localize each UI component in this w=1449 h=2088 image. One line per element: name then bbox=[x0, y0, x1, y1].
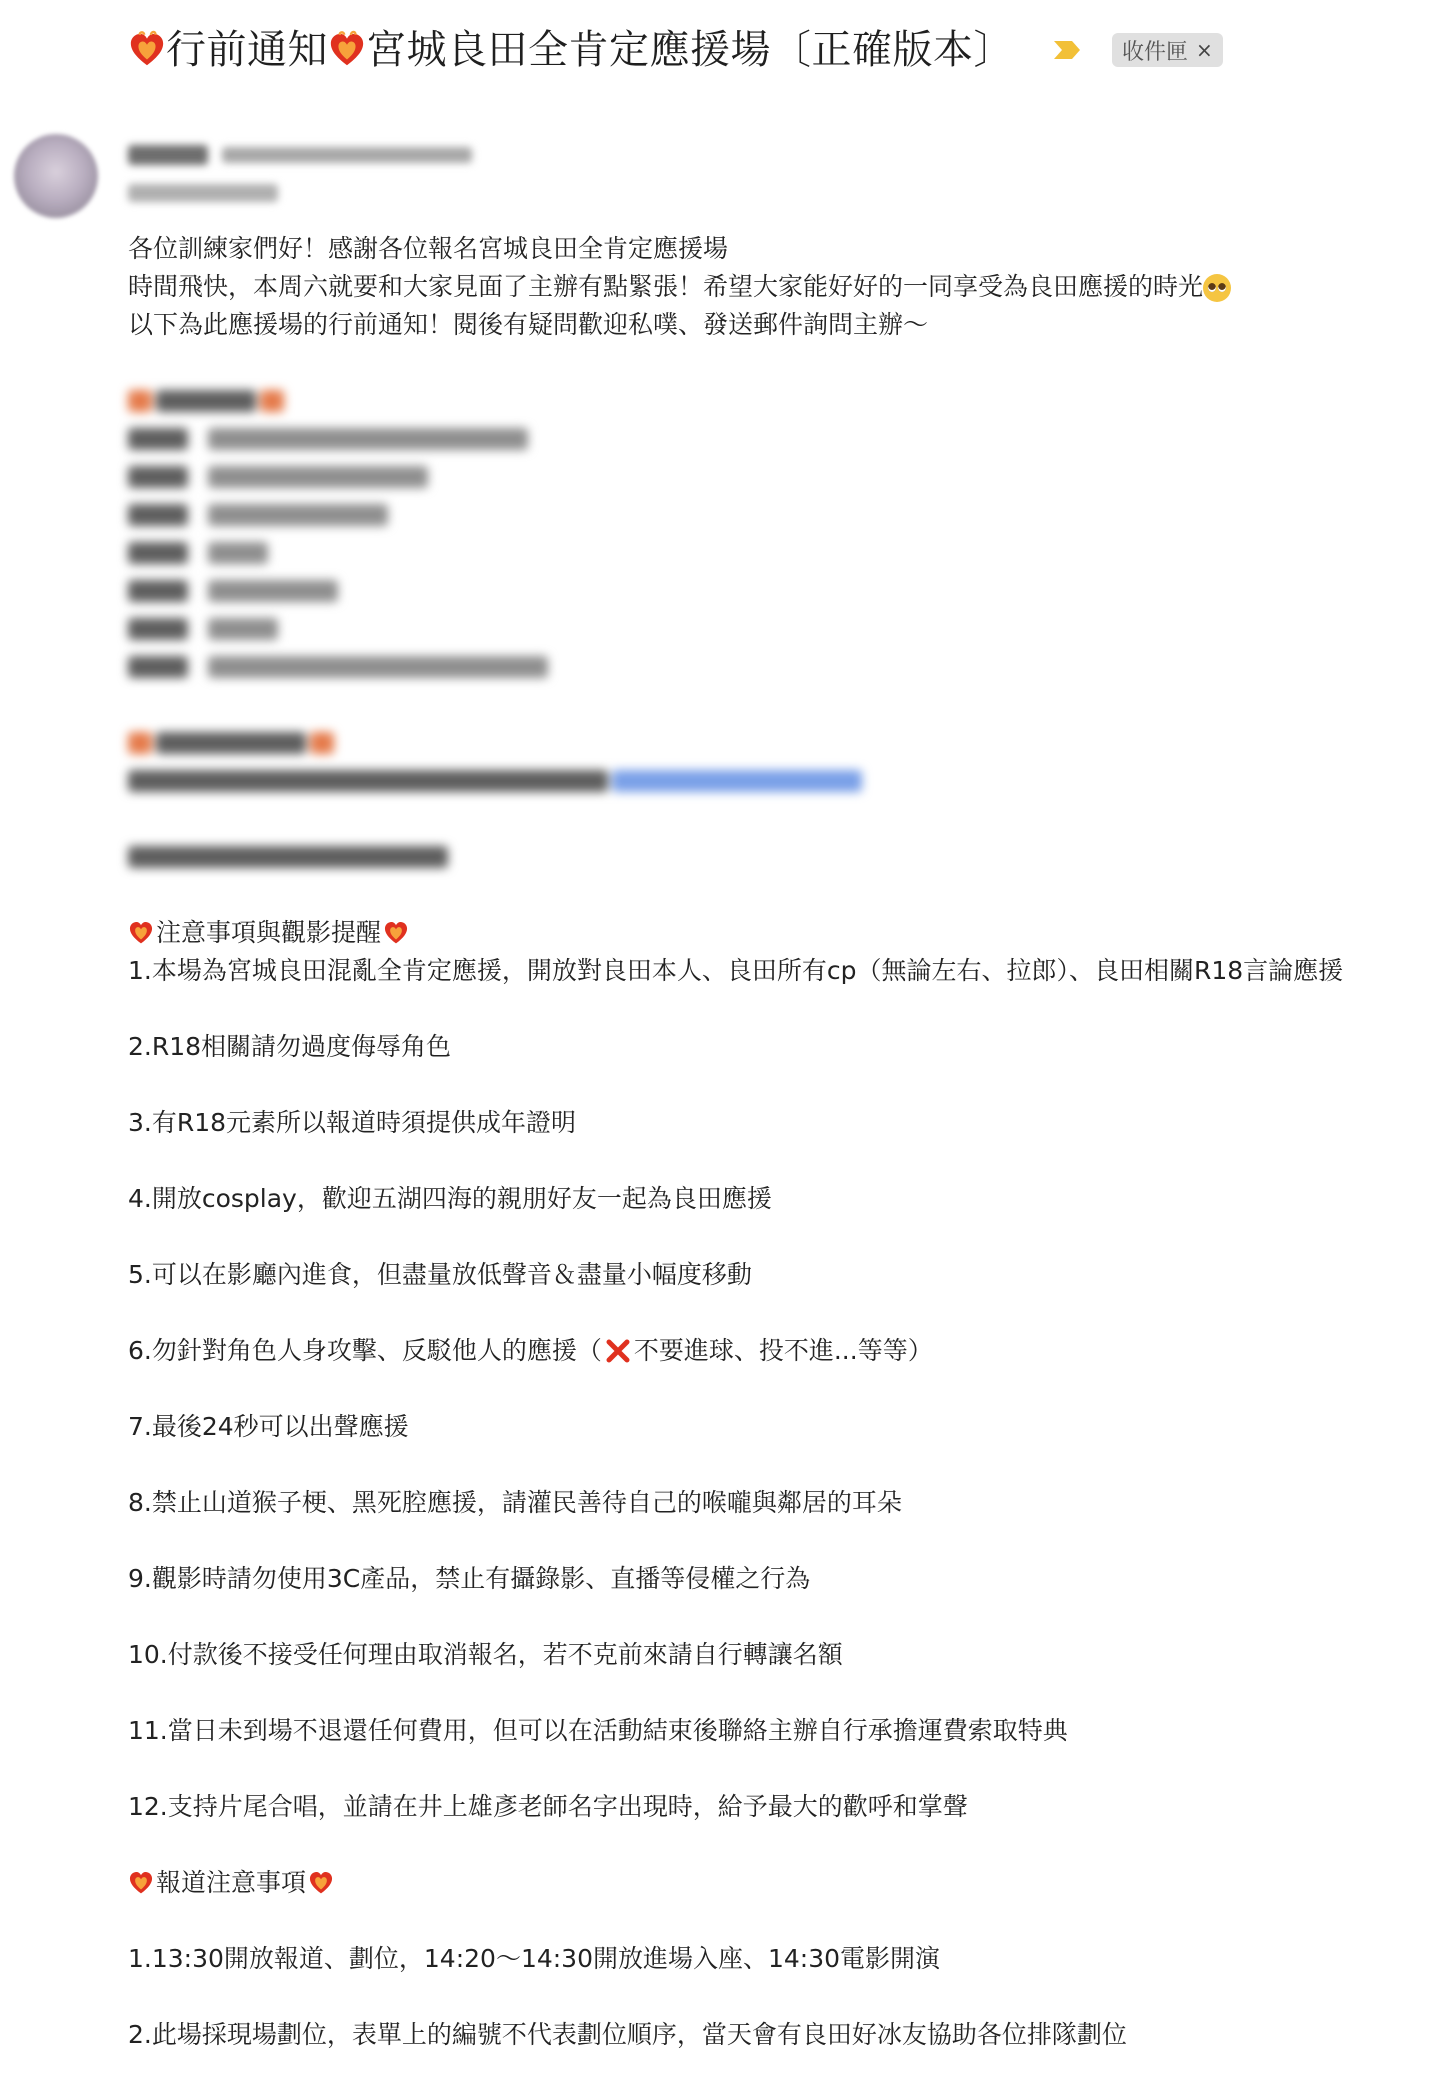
email-subject bbox=[128, 22, 1014, 78]
inbox-label-text: 收件匣 bbox=[1122, 39, 1189, 65]
importance-marker-icon[interactable] bbox=[1052, 39, 1082, 61]
cross-mark-icon bbox=[604, 1337, 632, 1365]
checkin-item: 1.13:30開放報道、劃位，14:20～14:30開放進場入座、14:30電影開演 bbox=[128, 1944, 941, 1973]
rule-item: 2.R18相關請勿過度侮辱角色 bbox=[128, 1032, 452, 1061]
intro-line: 各位訓練家們好！感謝各位報名宮城良田全肯定應援場 bbox=[128, 234, 729, 263]
checkin-heading-text: 報道注意事項 bbox=[156, 1868, 307, 1897]
intro-paragraph bbox=[128, 230, 1429, 344]
email-body bbox=[128, 230, 1429, 2054]
remove-label-button[interactable]: × bbox=[1196, 38, 1213, 62]
burning-heart-icon bbox=[128, 30, 166, 70]
burning-heart-icon bbox=[383, 919, 409, 947]
rule-item: 3.有R18元素所以報道時須提供成年證明 bbox=[128, 1108, 577, 1137]
notes-section-heading bbox=[128, 914, 1429, 952]
inbox-label-chip[interactable] bbox=[1112, 33, 1223, 67]
rule-item: 1.本場為宮城良田混亂全肯定應援，開放對良田本人、良田所有cp（無論左右、拉郎）、良田相關R18言論應援 bbox=[128, 956, 1344, 985]
sender-info-redacted bbox=[128, 144, 488, 166]
subject-text-2: 宮城良田全肯定應援場〔正確版本〕 bbox=[366, 27, 1014, 73]
rule-item: 6.勿針對角色人身攻擊、反駁他人的應援（ 不要進球、投不進...等等） bbox=[128, 1336, 933, 1365]
subject-row bbox=[128, 18, 1409, 82]
rule-item: 11.當日未到場不退還任何費用，但可以在活動結束後聯絡主辦自行承擔運費索取特典 bbox=[128, 1716, 1068, 1745]
checkin-section-heading bbox=[128, 1864, 1429, 1902]
rule-item: 8.禁止山道猴子梗、黑死腔應援，請灌民善待自己的喉嚨與鄰居的耳朵 bbox=[128, 1488, 902, 1517]
rule-item: 5.可以在影廳內進食，但盡量放低聲音＆盡量小幅度移動 bbox=[128, 1260, 752, 1289]
burning-heart-icon bbox=[128, 1869, 154, 1897]
intro-line: 以下為此應援場的行前通知！閱後有疑問歡迎私噗、發送郵件詢問主辦～ bbox=[128, 310, 929, 339]
notes-heading-text: 注意事項與觀影提醒 bbox=[156, 918, 382, 947]
organizer-contact-redacted bbox=[128, 724, 1429, 876]
rule-item: 9.觀影時請勿使用3C產品，禁止有攝錄影、直播等侵權之行為 bbox=[128, 1564, 811, 1593]
pleading-face-icon bbox=[1203, 274, 1231, 302]
event-info-redacted bbox=[128, 382, 1429, 686]
rule-item: 12.支持片尾合唱，並請在井上雄彥老師名字出現時，給予最大的歡呼和掌聲 bbox=[128, 1792, 968, 1821]
rule-item: 7.最後24秒可以出聲應援 bbox=[128, 1412, 409, 1441]
burning-heart-icon bbox=[328, 30, 366, 70]
burning-heart-icon bbox=[308, 1869, 334, 1897]
checkin-list bbox=[128, 1940, 1429, 2054]
rule-item: 4.開放cosplay，歡迎五湖四海的親朋好友一起為良田應援 bbox=[128, 1184, 772, 1213]
sender-avatar[interactable] bbox=[14, 134, 98, 218]
rules-list bbox=[128, 952, 1429, 1864]
checkin-item: 2.此場採現場劃位，表單上的編號不代表劃位順序，當天會有良田好冰友協助各位排隊劃位 bbox=[128, 2020, 1127, 2049]
recipient-info-redacted[interactable] bbox=[128, 184, 278, 202]
rule-item: 10.付款後不接受任何理由取消報名，若不克前來請自行轉讓名額 bbox=[128, 1640, 843, 1669]
burning-heart-icon bbox=[128, 919, 154, 947]
intro-line: 時間飛快，本周六就要和大家見面了主辦有點緊張！希望大家能好好的一同享受為良田應援的時光 bbox=[128, 268, 1429, 306]
subject-text-1: 行前通知 bbox=[166, 27, 328, 73]
